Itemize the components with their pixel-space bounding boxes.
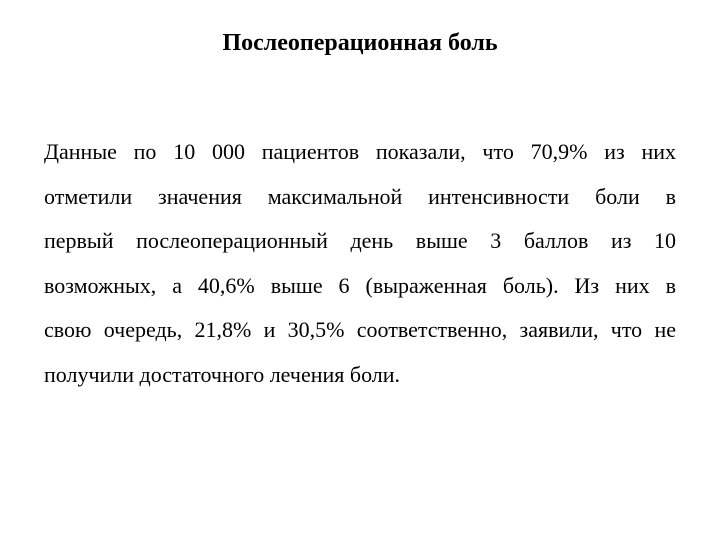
- paragraph-line: Данные по 10 000 пациентов показали, что 70,9% из них: [44, 139, 676, 164]
- paragraph-line: возможных, а 40,6% выше 6 (выраженная боль). Из них в: [44, 272, 676, 298]
- body-paragraph: [44, 130, 676, 397]
- paragraph-line: первый послеоперационный день выше 3 баллов из 10: [44, 228, 676, 253]
- paragraph-line: получили достаточного лечения боли.: [44, 361, 401, 387]
- paragraph-line: отметили значения максимальной интенсивности боли в: [44, 183, 676, 209]
- paragraph-line: свою очередь, 21,8% и 30,5% соответственно, заявили, что не: [44, 317, 676, 342]
- slide-title: Послеоперационная боль: [222, 30, 498, 56]
